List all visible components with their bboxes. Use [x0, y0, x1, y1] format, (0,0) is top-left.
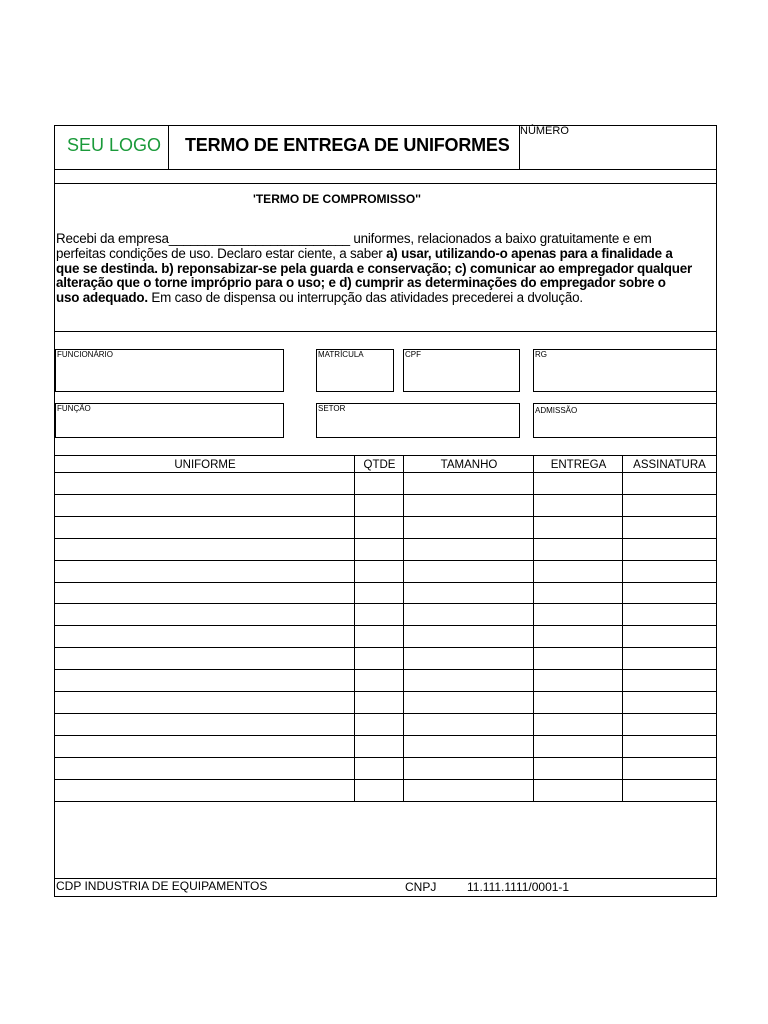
logo-placeholder: SEU LOGO — [67, 135, 162, 155]
commitment-bottom-line — [55, 331, 716, 332]
paragraph-line-5 — [56, 291, 716, 306]
paragraph-line-4-bold: alteração que o torne impróprio para o uso; e d) cumprir as determinações do empregador sobre o — [56, 275, 666, 291]
table-row — [55, 691, 716, 692]
rg-label: RG — [535, 350, 547, 359]
table-header-bottom-line — [55, 472, 716, 473]
table-row — [55, 625, 716, 626]
header-bottom-line — [55, 169, 716, 170]
col-line-3 — [533, 455, 534, 801]
page-title: TERMO DE ENTREGA DE UNIFORMES — [185, 135, 510, 155]
table-row — [55, 757, 716, 758]
admissao-label: ADMISSÃO — [535, 406, 578, 415]
col-assinatura-header: ASSINATURA — [633, 459, 706, 471]
matricula-label: MATRÍCULA — [318, 350, 364, 359]
col-line-4 — [622, 455, 623, 801]
col-tamanho-header: TAMANHO — [440, 459, 498, 471]
spacer-line — [55, 183, 716, 184]
matricula-field[interactable] — [316, 349, 394, 392]
funcionario-label: FUNCIONÁRIO — [57, 350, 113, 359]
commitment-heading: 'TERMO DE COMPROMISSO'' — [253, 192, 421, 206]
paragraph-line-1: Recebi da empresa_________________________ uniformes, relacionados a baixo gratuitamente e em — [56, 231, 652, 246]
table-row — [55, 560, 716, 561]
table-row — [55, 603, 716, 604]
uniform-table — [55, 455, 716, 802]
col-qtde-header: QTDE — [363, 459, 396, 471]
paragraph-line-4 — [56, 276, 716, 291]
number-label: NÚMERO — [520, 125, 569, 137]
col-line-1 — [354, 455, 355, 801]
setor-field[interactable] — [316, 403, 520, 438]
cnpj-label: CNPJ — [405, 880, 437, 894]
cpf-field[interactable] — [403, 349, 520, 392]
table-row — [55, 516, 716, 517]
table-row — [55, 582, 716, 583]
table-row — [55, 669, 716, 670]
commitment-paragraph — [56, 232, 716, 306]
funcao-field[interactable] — [55, 403, 284, 438]
table-row — [55, 647, 716, 648]
header-divider-logo — [168, 126, 169, 169]
funcionario-field[interactable] — [55, 349, 284, 392]
col-uniforme-header: UNIFORME — [174, 459, 236, 471]
funcao-label: FUNÇÃO — [57, 404, 91, 413]
admissao-field[interactable] — [533, 403, 717, 438]
table-row — [55, 735, 716, 736]
paragraph-line-2 — [56, 247, 716, 262]
rg-field[interactable] — [533, 349, 717, 392]
table-row — [55, 779, 716, 780]
paragraph-line-2-bold: a) usar, utilizando-o apenas para a finalidade a — [386, 245, 673, 261]
paragraph-line-5-bold: uso adequado. — [56, 290, 148, 306]
cnpj-value: 11.111.1111/0001-1 — [467, 880, 570, 894]
paragraph-line-3 — [56, 262, 716, 277]
paragraph-line-5-normal: Em caso de dispensa ou interrupção das atividades precederei a dvolução. — [147, 290, 583, 306]
table-row — [55, 801, 716, 802]
col-entrega-header: ENTREGA — [550, 459, 607, 471]
cpf-label: CPF — [405, 350, 421, 359]
paragraph-line-2-normal: perfeitas condições de uso. Declaro estar ciente, a saber — [56, 245, 387, 261]
table-row — [55, 538, 716, 539]
setor-label: SETOR — [318, 404, 346, 413]
company-name: CDP INDUSTRIA DE EQUIPAMENTOS — [56, 879, 268, 893]
col-line-2 — [403, 455, 404, 801]
paragraph-line-3-bold: que se destinda. b) reponsabizar-se pela guarda e conservação; c) comunicar ao empregador qualquer — [56, 260, 692, 276]
table-row — [55, 713, 716, 714]
table-row — [55, 494, 716, 495]
